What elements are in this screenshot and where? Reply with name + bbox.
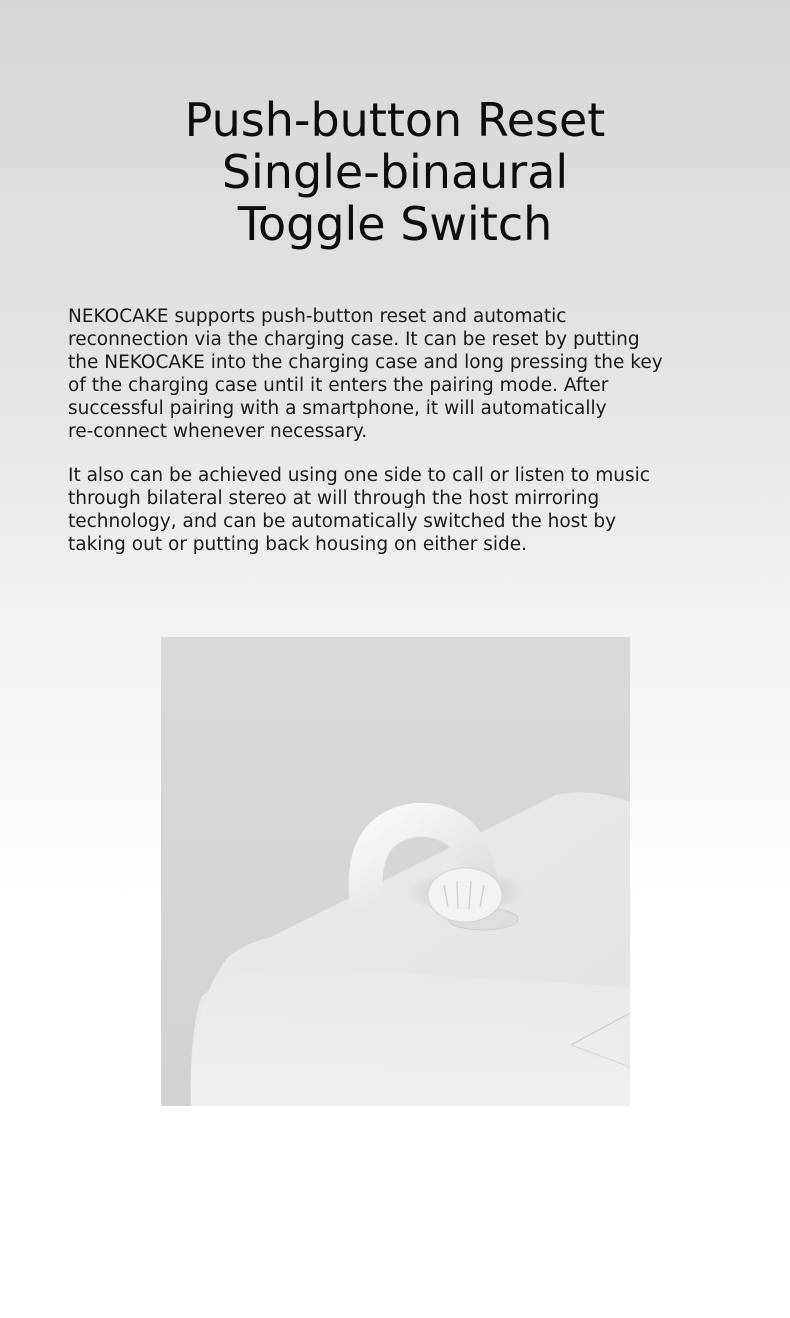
reset-line: NEKOCAKE supports push-button reset and automatic xyxy=(68,306,567,327)
feature-heading xyxy=(0,94,790,250)
product-photo xyxy=(161,637,630,1106)
reset-line: of the charging case until it enters the pairing mode. After xyxy=(68,375,609,396)
charging-case-button-icon xyxy=(161,637,630,1106)
heading-line-1: Push-button Reset xyxy=(184,93,606,147)
toggle-line: technology, and can be automatically switched the host by xyxy=(68,511,617,532)
reset-line: re-connect whenever necessary. xyxy=(68,421,368,442)
toggle-line: It also can be achieved using one side to call or listen to music xyxy=(68,465,650,486)
reset-line: the NEKOCAKE into the charging case and long pressing the key xyxy=(68,352,663,373)
toggle-line: taking out or putting back housing on either side. xyxy=(68,534,528,555)
heading-line-3: Toggle Switch xyxy=(237,197,553,251)
reset-description xyxy=(68,305,728,443)
toggle-line: through bilateral stereo at will through the host mirroring xyxy=(68,488,600,509)
toggle-description xyxy=(68,464,728,556)
reset-line: reconnection via the charging case. It can be reset by putting xyxy=(68,329,640,350)
heading-line-2: Single-binaural xyxy=(221,145,569,199)
reset-line: successful pairing with a smartphone, it will automatically xyxy=(68,398,607,419)
